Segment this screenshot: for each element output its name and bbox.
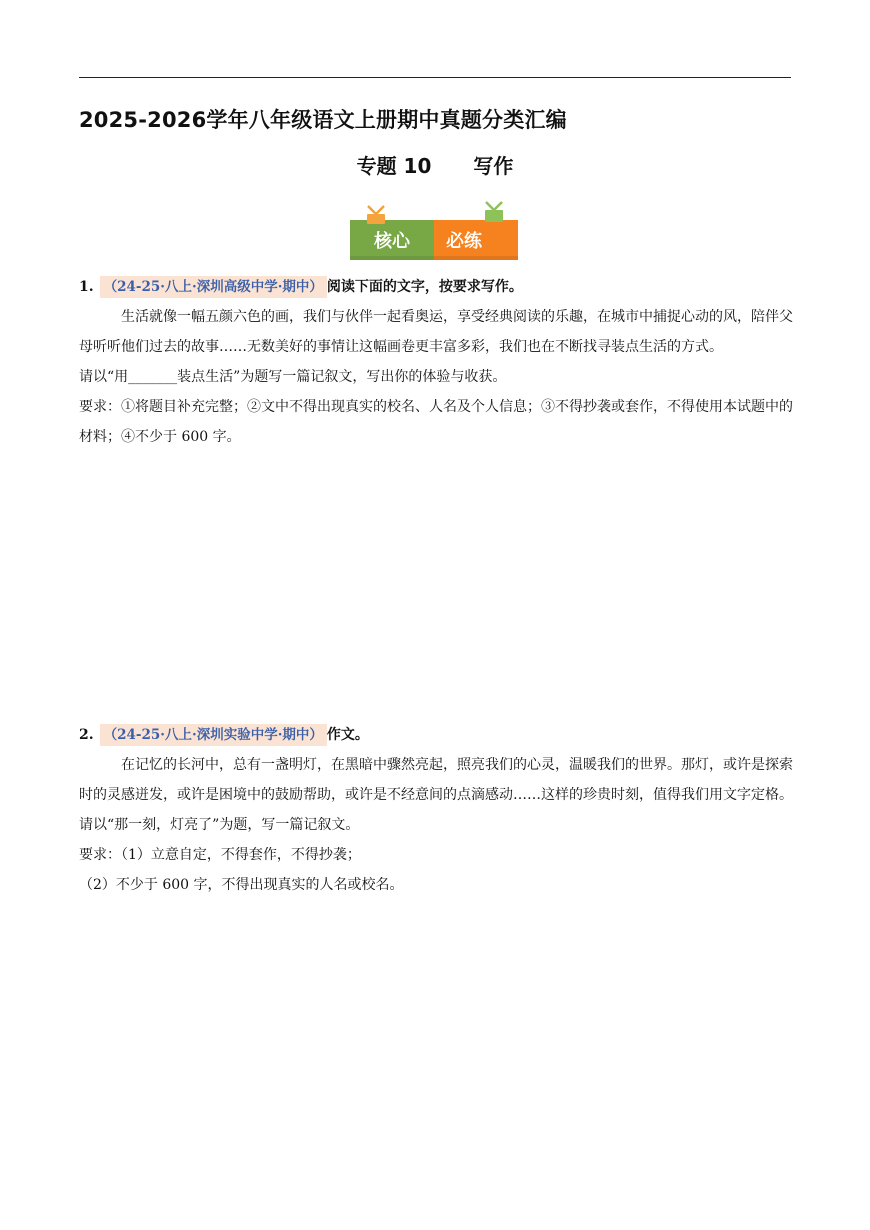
question-2-header <box>79 720 793 750</box>
question-prompt: 请以“用_______装点生活”为题写一篇记叙文，写出你的体验与收获。 <box>79 369 507 385</box>
badge-left-text: 核心 <box>374 231 410 252</box>
topic-heading <box>0 150 870 179</box>
core-practice-badge <box>350 200 518 262</box>
source-tag: （24-25·八上·深圳实验中学·期中） <box>100 724 327 746</box>
question-number: 2. <box>79 727 94 743</box>
right-clip-icon <box>485 202 503 222</box>
question-requirement-2: （2）不少于 600 字，不得出现真实的人名或校名。 <box>79 877 404 893</box>
question-material: 在记忆的长河中，总有一盏明灯，在黑暗中骤然亮起，照亮我们的心灵，温暖我们的世界。那灯，或许是探索时的灵感迸发，或许是困境中的鼓励帮助，或许是不经意间的点滴感动……这样的珍贵时刻，值得我们用文字定格。 <box>79 757 793 803</box>
question-instruction: 作文。 <box>326 727 369 743</box>
top-rule <box>79 77 791 78</box>
question-2 <box>79 720 793 900</box>
document-title: 2025-2026学年八年级语文上册期中真题分类汇编 <box>79 108 567 132</box>
left-clip-icon <box>367 206 385 224</box>
question-instruction: 阅读下面的文字，按要求写作。 <box>326 279 523 295</box>
question-prompt: 请以“那一刻，灯亮了”为题，写一篇记叙文。 <box>79 817 360 833</box>
badge-right-text: 必练 <box>446 231 482 252</box>
question-requirements: 要求：①将题目补充完整；②文中不得出现真实的校名、人名及个人信息；③不得抄袭或套作，不得使用本试题中的材料；④不少于 600 字。 <box>79 399 793 445</box>
topic-number: 专题 10 <box>356 154 432 178</box>
question-1-header <box>79 272 793 302</box>
question-number: 1. <box>79 279 94 295</box>
question-1 <box>79 272 793 452</box>
question-requirement-1: 要求：（1）立意自定，不得套作，不得抄袭； <box>79 847 361 863</box>
question-material: 生活就像一幅五颜六色的画，我们与伙伴一起看奥运，享受经典阅读的乐趣，在城市中捕捉心动的风，陪伴父母听听他们过去的故事……无数美好的事情让这幅画卷更丰富多彩，我们也在不断找寻装点生活的方式。 <box>79 309 793 355</box>
topic-name: 写作 <box>473 154 514 178</box>
source-tag: （24-25·八上·深圳高级中学·期中） <box>100 276 327 298</box>
